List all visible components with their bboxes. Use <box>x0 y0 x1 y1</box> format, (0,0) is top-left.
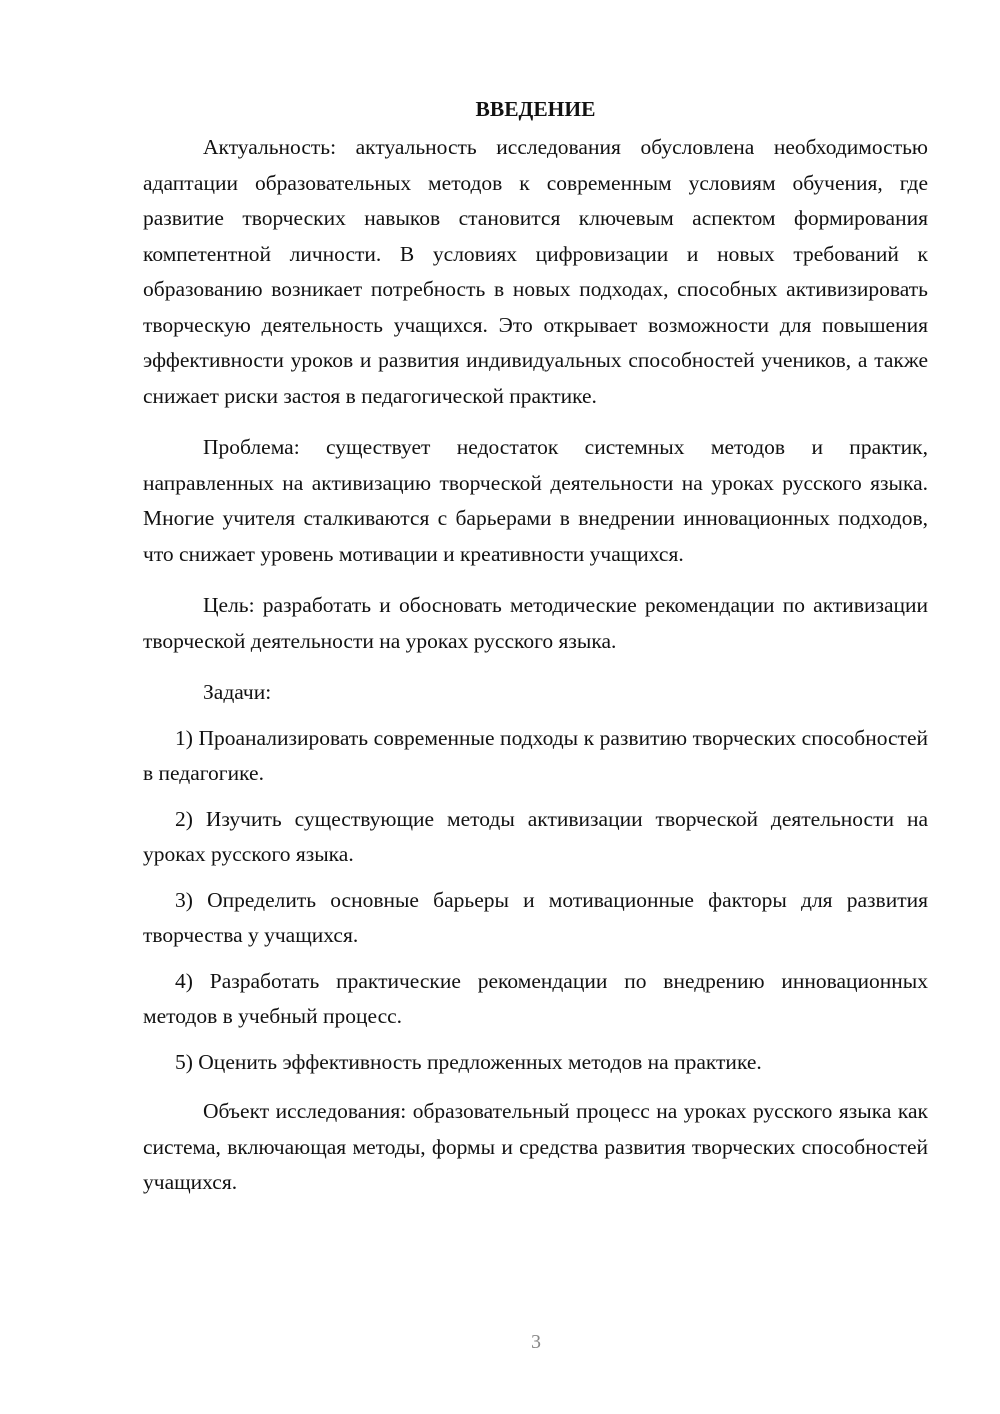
relevance-paragraph: Актуальность: актуальность исследования обусловлена необходимостью адаптации образовательных методов к современным условиям обучения, где развитие творческих навыков становится ключевым аспектом формирования компетентной личности. В условиях цифровизации и новых требований к образованию возникает потребность в новых подходах, способных активизировать творческую деятельность учащихся. Это открывает возможности для повышения эффективности уроков и развития индивидуальных способностей учеников, а также снижает риски застоя в педагогической практике. <box>143 135 928 408</box>
goal-paragraph: Цель: разработать и обосновать методические рекомендации по активизации творческой деятельности на уроках русского языка. <box>143 593 928 653</box>
task-item-1: 1) Проанализировать современные подходы к развитию творческих способностей в педагогике. <box>143 725 928 785</box>
task-item-5: 5) Оценить эффективность предложенных методов на практике. <box>175 1049 762 1074</box>
page-content <box>143 92 928 1201</box>
problem-paragraph: Проблема: существует недостаток системных методов и практик, направленных на активизацию творческой деятельности на уроках русского языка. Многие учителя сталкиваются с барьерами в внедрении инновационных подходов, что снижает уровень мотивации и креативности учащихся. <box>143 435 928 566</box>
object-paragraph: Объект исследования: образовательный процесс на уроках русского языка как система, включающая методы, формы и средства развития творческих способностей учащихся. <box>143 1099 928 1194</box>
task-item-2: 2) Изучить существующие методы активизации творческой деятельности на уроках русского языка. <box>143 806 928 866</box>
task-item-3: 3) Определить основные барьеры и мотивационные факторы для развития творчества у учащихся. <box>143 887 928 947</box>
task-item-4: 4) Разработать практические рекомендации по внедрению инновационных методов в учебный процесс. <box>143 968 928 1028</box>
tasks-heading: Задачи: <box>203 680 272 704</box>
page-number: 3 <box>531 1331 541 1353</box>
section-title: ВВЕДЕНИЕ <box>475 97 596 121</box>
